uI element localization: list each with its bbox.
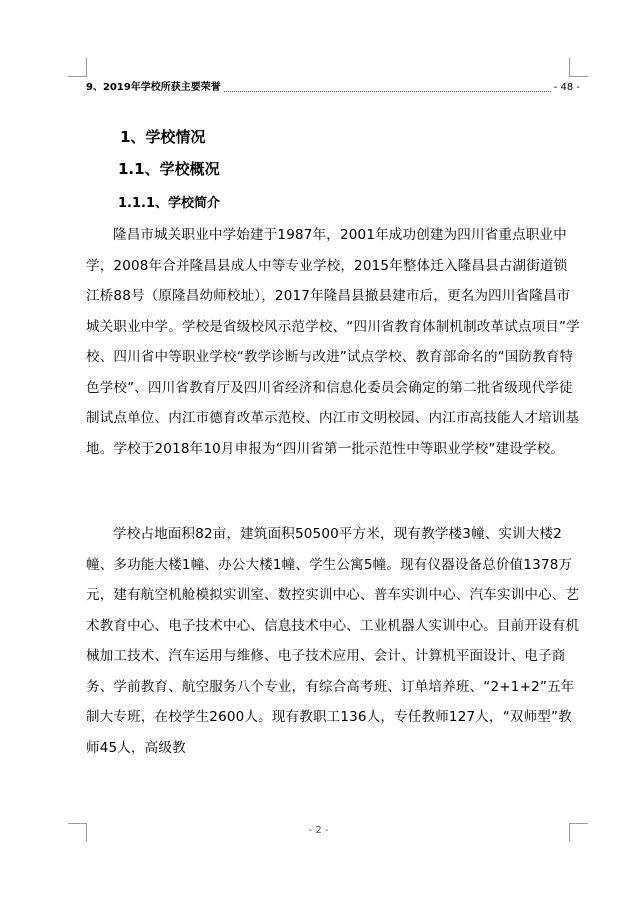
footer-page-number: - 2 -	[308, 825, 329, 836]
body-paragraph-facilities: 学校占地面积82亩，建筑面积50500平方米，现有教学楼3幢、实训大楼2幢、多功能大楼1幢、办公大楼1幢、学生公寓5幢。现有仪器设备总价值1378万元，建有航空机舱模拟实训室、数控实训中心、普车实训中心、汽车实训中心、艺术教育中心、电子技术中心、信息技术中心、工业机器人实训中心。目前开设有机械加工技术、汽车运用与维修、电子技术应用、会计、计算机平面设计、电子商务、学前教育、航空服务八个专业，有综合高考班、订单培养班、“2+1+2”五年制大专班，在校学生2600人。现有教职工136人，专任教师127人，“双师型”教师45人，高级教	[86, 526, 580, 756]
heading-level-2: 1.1、学校概况	[118, 160, 220, 178]
heading-level-1: 1、学校情况	[120, 128, 206, 146]
toc-dot-leader	[224, 91, 551, 92]
page-footer	[0, 825, 637, 836]
margin-corner-top-right	[569, 58, 588, 77]
toc-entry-page: - 48 -	[553, 82, 580, 93]
toc-entry-title: 9、2019年学校所获主要荣誉	[86, 82, 221, 93]
body-paragraph-intro: 隆昌市城关职业中学始建于1987年，2001年成功创建为四川省重点职业中学，2008年合并隆昌县成人中等专业学校，2015年整体迁入隆昌县古湖街道锁江桥88号（原隆昌幼师校址），2017年隆昌县撤县建市后，更名为四川省隆昌市城关职业中学。学校是省级校风示范学校、“四川省教育体制机制改革试点项目”学校、四川省中等职业学校“教学诊断与改进”试点学校、教育部命名的“国防教育特色学校”、四川省教育厅及四川省经济和信息化委员会确定的第二批省级现代学徒制试点单位、内江市德育改革示范校、内江市文明校园、内江市高技能人才培训基地。学校于2018年10月申报为“四川省第一批示范性中等职业学校”建设学校。	[86, 227, 580, 457]
toc-entry[interactable]	[86, 80, 580, 96]
heading-level-3: 1.1.1、学校简介	[118, 196, 221, 211]
margin-corner-top-left	[68, 58, 87, 77]
